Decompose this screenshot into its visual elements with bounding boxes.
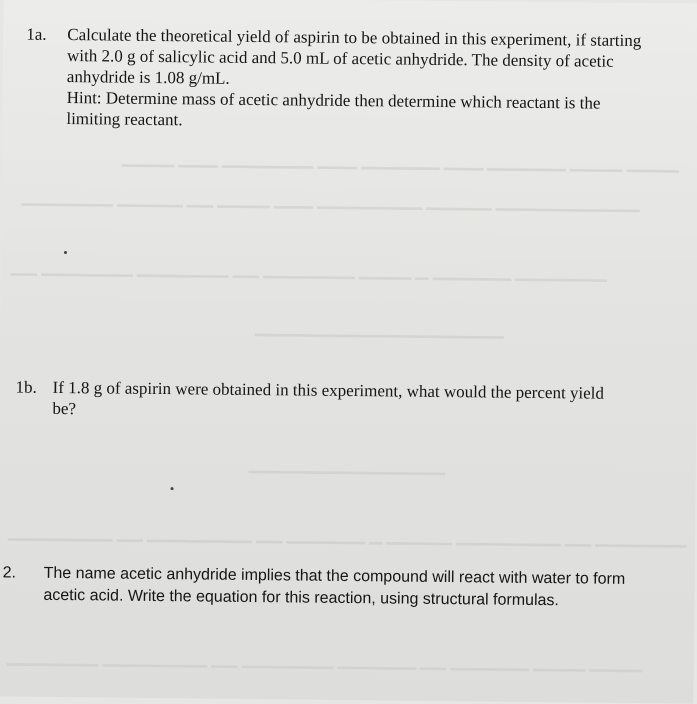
question-1b-text (52, 377, 604, 425)
question-1a-line: anhydride is 1.08 g/mL. (66, 67, 230, 88)
bleed-through-6: ▁▁▁▁▁▁▁▁ ▁▁ ▁▁▁▁▁▁▁▁ ▁▁ ▁▁▁▁▁▁ ▁ ▁▁▁▁▁ ▁▁▁▁▁▁▁▁ ▁▁ ▁▁▁▁▁▁▁ (7, 521, 688, 548)
question-1b-number: 1b. (15, 377, 37, 397)
question-2-line: acetic acid. Write the equation for this reaction, using structural formulas. (43, 586, 559, 610)
bleed-through-1: ▁▁▁▁ ▁▁▁ ▁▁▁▁▁▁▁ ▁▁▁ ▁▁▁▁▁▁ ▁▁▁ ▁▁▁▁▁▁ ▁▁▁▁ ▁▁▁▁ (121, 147, 680, 173)
bleed-through-7: ▁▁▁▁▁▁▁ ▁▁▁▁▁▁▁▁ ▁▁ ▁▁▁▁▁▁▁ ▁▁▁▁▁▁ ▁▁ ▁▁▁▁▁▁ ▁▁▁▁ ▁▁▁▁ (6, 646, 643, 673)
question-1b-line: be? (52, 398, 77, 419)
bleed-through-5: ▁▁▁▁▁▁▁▁▁▁▁▁▁▁▁ (248, 453, 446, 476)
question-1b-line: If 1.8 g of aspirin were obtained in this experiment, what would the percent yield (52, 377, 605, 403)
bleed-through-2: ▁▁▁▁▁▁▁ ▁▁▁▁▁ ▁▁ ▁▁▁▁ ▁▁▁ ▁▁▁▁▁▁▁▁ ▁▁▁▁▁ ▁▁▁▁▁▁▁▁▁▁▁ (21, 186, 640, 213)
question-2-text (43, 563, 625, 613)
question-2-number: 2. (2, 564, 17, 582)
question-1a-line: Hint: Determine mass of acetic anhydride then determine which reactant is the (66, 88, 601, 113)
question-1a-line: limiting reactant. (66, 109, 183, 130)
pencil-mark (64, 251, 67, 254)
question-1a-line: with 2.0 g of salicylic acid and 5.0 mL of acetic anhydride. The density of acetic (66, 46, 614, 71)
bleed-through-4: ▁▁▁▁▁▁▁▁▁▁▁▁▁▁▁▁▁▁▁ (255, 317, 504, 339)
question-1a-text (66, 24, 641, 135)
question-1a-number: 1a. (26, 24, 47, 44)
pencil-mark (171, 487, 174, 490)
question-1a-line: Calculate the theoretical yield of aspirin to be obtained in this experiment, if starting (67, 25, 642, 51)
question-2-line: The name acetic anhydride implies that the compound will react with water to form (43, 564, 626, 588)
bleed-through-3: ▁▁ ▁▁▁▁▁▁▁ ▁▁▁▁▁▁▁ ▁▁ ▁▁▁▁▁▁▁ ▁▁▁▁ ▁ ▁▁▁▁▁▁ ▁▁▁▁▁▁▁ (10, 256, 608, 282)
